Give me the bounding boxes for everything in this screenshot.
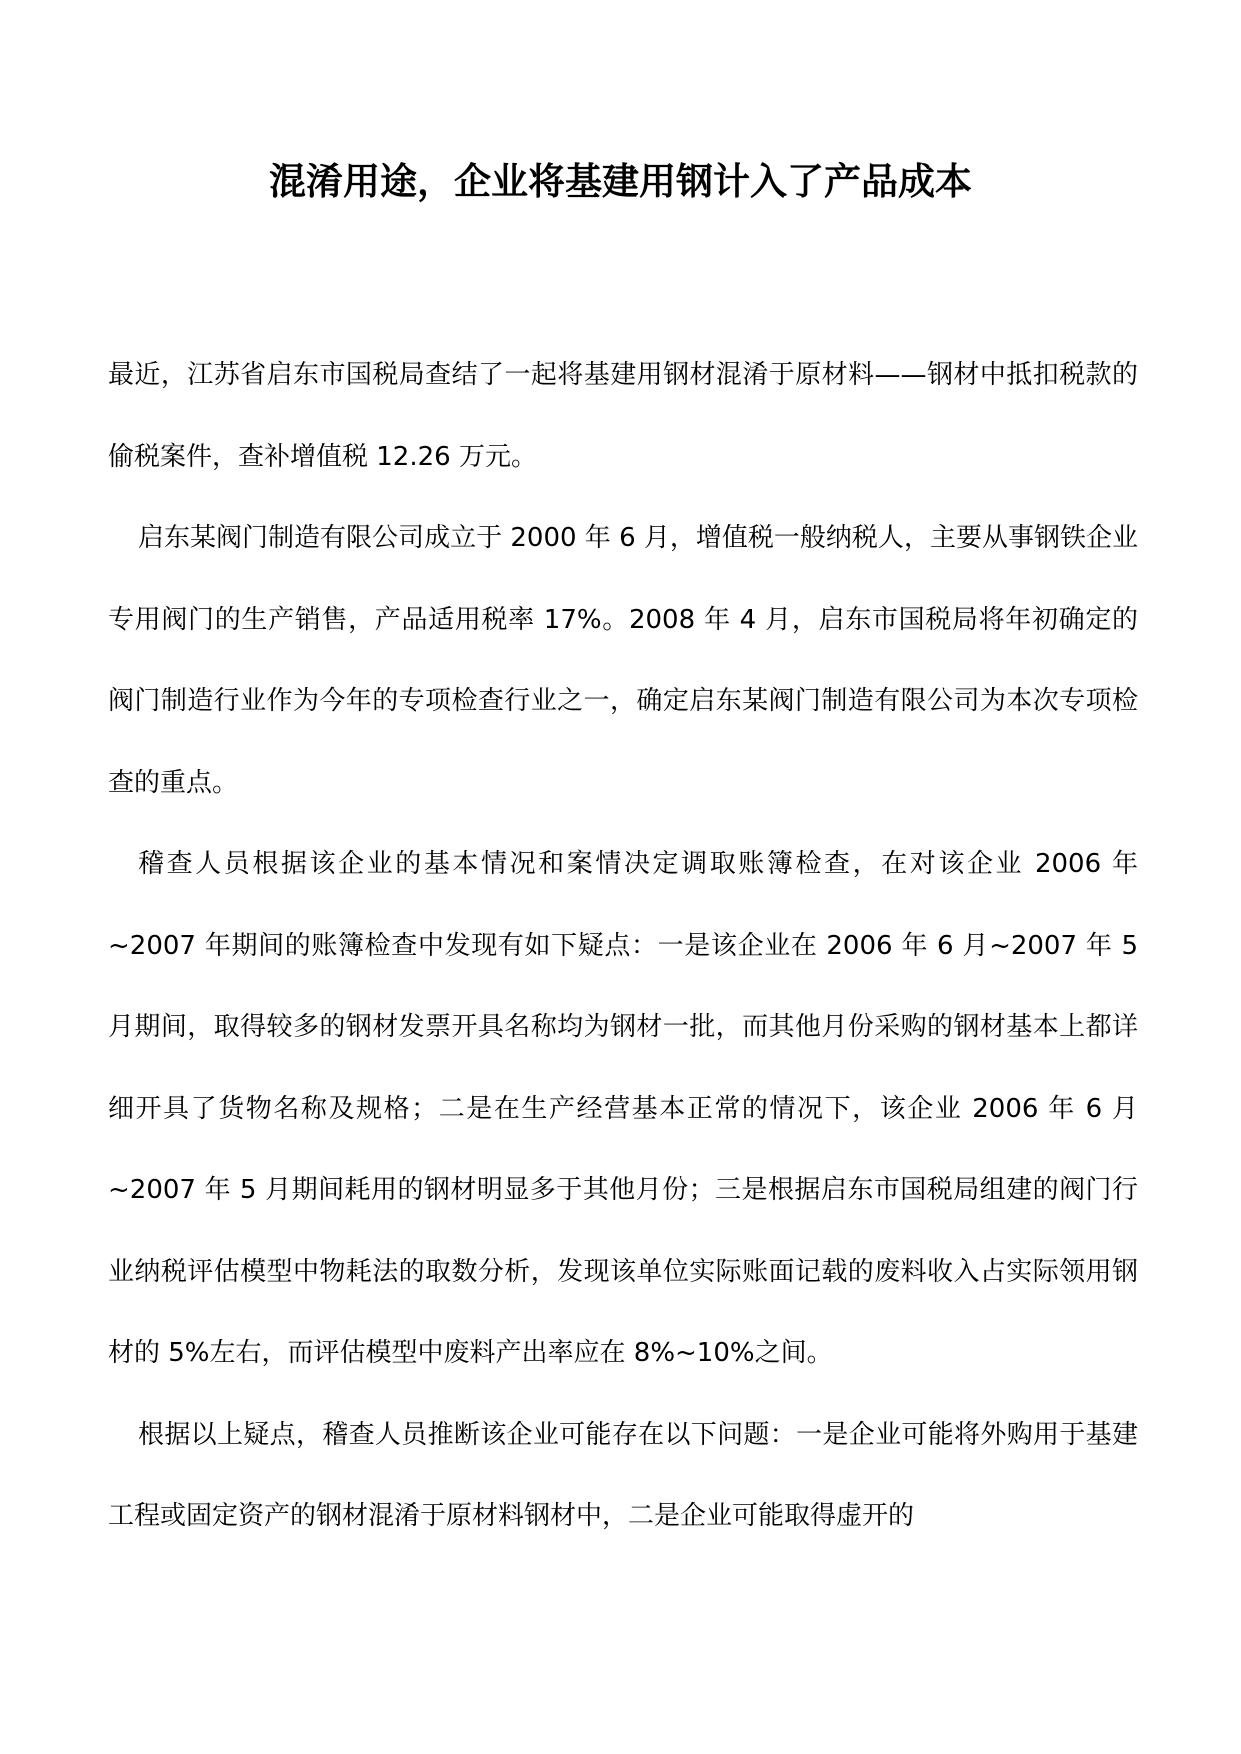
- document-title: 混淆用途，企业将基建用钢计入了产品成本: [269, 160, 972, 203]
- document-body: [108, 335, 1138, 1558]
- paragraph-company-background: 启东某阀门制造有限公司成立于 2000 年 6 月，增值税一般纳税人，主要从事钢铁企业专用阀门的生产销售，产品适用税率 17%。2008 年 4 月，启东市国税局将年初确定的阀门制造行业作为今年的专项检查行业之一，确定启东某阀门制造有限公司为本次专项检查的重点。: [108, 523, 1138, 798]
- paragraph-inference: 根据以上疑点，稽查人员推断该企业可能存在以下问题：一是企业可能将外购用于基建工程或固定资产的钢材混淆于原材料钢材中，二是企业可能取得虚开的: [108, 1419, 1138, 1531]
- paragraph-audit-findings: 稽查人员根据该企业的基本情况和案情决定调取账簿检查，在对该企业 2006 年~2007 年期间的账簿检查中发现有如下疑点：一是该企业在 2006 年 6 月~2007 年 5 月期间，取得较多的钢材发票开具名称均为钢材一批，而其他月份采购的钢材基本上都详细开具了货物名称及规格；二是在生产经营基本正常的情况下，该企业 2006 年 6 月~2007 年 5 月期间耗用的钢材明显多于其他月份；三是根据启东市国税局组建的阀门行业纳税评估模型中物耗法的取数分析，发现该单位实际账面记载的废料收入占实际领用钢材的 5%左右，而评估模型中废料产出率应在 8%~10%之间。: [108, 849, 1138, 1368]
- paragraph-intro: 最近，江苏省启东市国税局查结了一起将基建用钢材混淆于原材料——钢材中抵扣税款的偷税案件，查补增值税 12.26 万元。: [108, 360, 1138, 472]
